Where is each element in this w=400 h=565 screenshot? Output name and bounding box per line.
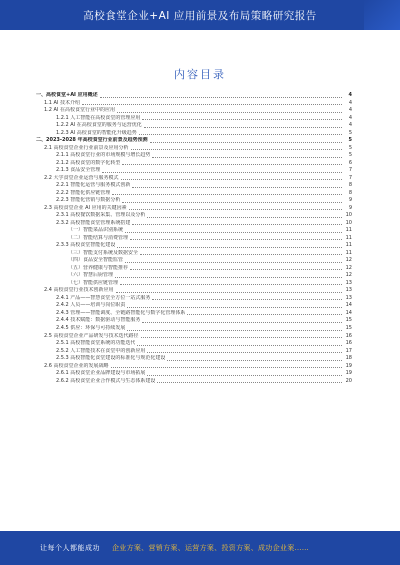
toc-leader-dots bbox=[122, 164, 342, 165]
toc-entry-text: （二）智能结算与消费管理 bbox=[68, 234, 129, 241]
toc-entry[interactable] bbox=[36, 100, 352, 108]
toc-page-number: 5 bbox=[348, 144, 352, 151]
toc-entry[interactable] bbox=[36, 378, 352, 386]
toc-entry-text: 二、2023-2028 年高校食堂行业前景及趋势预测 bbox=[36, 137, 148, 144]
toc-leader-dots bbox=[130, 269, 342, 270]
toc-leader-dots bbox=[167, 360, 342, 361]
toc-leader-dots bbox=[157, 382, 342, 383]
footer-services: 企业方案、营销方案、运营方案、投资方案、成功企业案…… bbox=[112, 544, 310, 552]
toc-page-number: 9 bbox=[348, 197, 352, 204]
footer-slogan: 让每个人都能成功 bbox=[40, 544, 100, 552]
toc-page-number: 11 bbox=[345, 227, 352, 234]
toc-entry[interactable] bbox=[36, 272, 352, 280]
toc-page-number: 5 bbox=[348, 152, 352, 159]
toc-entry-text: 1.2.3 AI 高校食堂的智能化升级趋势 bbox=[56, 129, 137, 136]
toc-entry[interactable] bbox=[36, 182, 352, 190]
toc-page-number: 18 bbox=[345, 355, 352, 362]
toc-entry-text: 2.4.2 人员——培训与岗位职责 bbox=[56, 302, 126, 309]
toc-leader-dots bbox=[141, 337, 342, 338]
toc-entry-text: 2.6 高校食堂企业的发展战略 bbox=[44, 362, 109, 369]
toc-page-number: 7 bbox=[348, 174, 352, 181]
toc-entry-text: 2.4 高校食堂行业技术创新应用 bbox=[44, 287, 114, 294]
toc-entry-text: 2.3 高校食堂企业 AI 应用的关键因素 bbox=[44, 204, 127, 211]
toc-page-number: 5 bbox=[348, 129, 352, 136]
toc-entry-text: （三）智能支付系统及数据安全 bbox=[68, 249, 139, 256]
toc-entry-text: 2.3.1 高校餐饮数据采集、管理以及分析 bbox=[56, 212, 146, 219]
toc-leader-dots bbox=[142, 322, 342, 323]
toc-entry-text: （七）智能供应链管理 bbox=[68, 279, 119, 286]
toc-leader-dots bbox=[120, 284, 342, 285]
toc-page-number: 14 bbox=[345, 302, 352, 309]
toc-leader-dots bbox=[127, 307, 342, 308]
toc-entry-text: （四）食品安全智能监管 bbox=[68, 257, 124, 264]
toc-page-number: 4 bbox=[348, 114, 352, 121]
toc-leader-dots bbox=[122, 202, 342, 203]
toc-page-number: 16 bbox=[345, 340, 352, 347]
toc-leader-dots bbox=[100, 97, 342, 98]
toc-entry[interactable] bbox=[36, 317, 352, 325]
toc-entry-text: 2.4.3 管理——智能调度、全链路智能化与数字化管理体系 bbox=[56, 309, 186, 316]
toc-entry-text: 2.2.3 智能化营销与数据分析 bbox=[56, 197, 121, 204]
toc-leader-dots bbox=[150, 142, 342, 143]
toc-leader-dots bbox=[125, 262, 342, 263]
toc-entry-text: （六）智慧后厨管理 bbox=[68, 272, 114, 279]
toc-entry-text: 2.1.1 高校食堂行业的市场规模与增长趋势 bbox=[56, 152, 151, 159]
toc-leader-dots bbox=[117, 247, 342, 248]
toc-page-number: 13 bbox=[345, 279, 352, 286]
toc-leader-dots bbox=[147, 352, 342, 353]
toc-leader-dots bbox=[131, 149, 342, 150]
toc-page-number: 19 bbox=[345, 362, 352, 369]
toc-leader-dots bbox=[132, 187, 342, 188]
toc-entry[interactable] bbox=[36, 167, 352, 175]
toc-entry[interactable] bbox=[36, 107, 352, 115]
toc-page-number: 8 bbox=[348, 189, 352, 196]
toc-entry[interactable] bbox=[36, 190, 352, 198]
toc-entry-text: 1.2.2 AI 在高校食堂的服务与运营优化 bbox=[56, 122, 142, 129]
toc-entry[interactable] bbox=[36, 280, 352, 288]
toc-entry-text: 一、高校食堂+AI 应用概述 bbox=[36, 92, 98, 98]
toc-page-number: 11 bbox=[345, 249, 352, 256]
toc-page-number: 9 bbox=[348, 204, 352, 211]
toc-entry-text: 2.5.3 高校智能化食堂建设的标准化与规范化建设 bbox=[56, 355, 166, 362]
toc-entry-text: 2.4.1 产品——智慧食堂全方位一站式服务 bbox=[56, 294, 151, 301]
header-banner bbox=[0, 0, 400, 30]
toc-page-number: 11 bbox=[345, 242, 352, 249]
toc-entry[interactable] bbox=[36, 363, 352, 371]
toc-entry-text: 2.2.2 智能化供应链管理 bbox=[56, 189, 111, 196]
toc-page-number: 4 bbox=[348, 92, 352, 98]
toc-entry[interactable] bbox=[36, 287, 352, 295]
toc-entry[interactable] bbox=[36, 235, 352, 243]
toc-entry[interactable] bbox=[36, 333, 352, 341]
toc-entry-text: 2.1.3 食品安全管理 bbox=[56, 167, 101, 174]
toc-entry-text: （五）营养健康与智能推荐 bbox=[68, 264, 129, 271]
toc-entry-text: 2.5.2 人工智能技术在食堂中的创新应用 bbox=[56, 347, 146, 354]
toc-entry-text: 2.3.3 高校食堂智能化建设 bbox=[56, 242, 116, 249]
toc-entry[interactable] bbox=[36, 220, 352, 228]
toc-entry[interactable] bbox=[36, 257, 352, 265]
toc-page-number: 17 bbox=[345, 347, 352, 354]
toc-entry-text: （一）智能菜品识别系统 bbox=[68, 227, 124, 234]
toc-leader-dots bbox=[139, 134, 342, 135]
toc-page-number: 4 bbox=[348, 122, 352, 129]
toc-entry[interactable] bbox=[36, 310, 352, 318]
toc-entry[interactable] bbox=[36, 205, 352, 213]
toc-entry[interactable] bbox=[36, 370, 352, 378]
toc-entry-text: 2.5 高校食堂企业产品研发与技术迭代路径 bbox=[44, 332, 139, 339]
toc-entry-text: 2.6.1 高校食堂企业品牌建设与市场拓展 bbox=[56, 370, 146, 377]
toc-entry[interactable] bbox=[36, 122, 352, 130]
toc-leader-dots bbox=[140, 254, 342, 255]
footer-banner bbox=[0, 531, 400, 565]
toc-leader-dots bbox=[112, 194, 342, 195]
toc-entry-text: 2.1 高校食堂企业行业前景及应用分析 bbox=[44, 144, 129, 151]
toc-entry-text: 2.2.1 智能化运营与服务模式创新 bbox=[56, 182, 131, 189]
toc-page-number: 7 bbox=[348, 167, 352, 174]
toc-leader-dots bbox=[142, 119, 342, 120]
toc-page-number: 8 bbox=[348, 182, 352, 189]
toc-page-number: 5 bbox=[348, 137, 352, 144]
toc-leader-dots bbox=[144, 127, 342, 128]
toc-entry[interactable] bbox=[36, 145, 352, 153]
toc-entry[interactable] bbox=[36, 355, 352, 363]
toc-leader-dots bbox=[115, 277, 342, 278]
toc-entry[interactable] bbox=[36, 175, 352, 183]
toc-entry[interactable] bbox=[36, 250, 352, 258]
toc-heading: 内容目录 bbox=[174, 68, 226, 81]
toc-page-number: 15 bbox=[345, 324, 352, 331]
toc-page-number: 6 bbox=[348, 159, 352, 166]
toc-leader-dots bbox=[111, 367, 342, 368]
toc-leader-dots bbox=[127, 330, 342, 331]
toc-page-number: 14 bbox=[345, 309, 352, 316]
table-of-contents bbox=[36, 92, 352, 522]
toc-entry[interactable] bbox=[36, 302, 352, 310]
toc-leader-dots bbox=[116, 292, 342, 293]
toc-leader-dots bbox=[152, 157, 342, 158]
toc-entry[interactable] bbox=[36, 130, 352, 138]
toc-page-number: 15 bbox=[345, 317, 352, 324]
toc-entry[interactable] bbox=[36, 348, 352, 356]
toc-entry[interactable] bbox=[36, 242, 352, 250]
toc-entry-text: 2.4.5 供应：环保与可持续发展 bbox=[56, 324, 126, 331]
toc-page-number: 19 bbox=[345, 370, 352, 377]
toc-entry[interactable] bbox=[36, 325, 352, 333]
toc-leader-dots bbox=[82, 104, 342, 105]
toc-leader-dots bbox=[147, 375, 342, 376]
report-title: 高校食堂企业+AI 应用前景及布局策略研究报告 bbox=[83, 9, 317, 22]
toc-entry-text: 2.2 大学食堂企业运营与服务模式 bbox=[44, 174, 119, 181]
toc-entry[interactable] bbox=[36, 137, 352, 145]
toc-leader-dots bbox=[187, 314, 342, 315]
toc-entry-text: 2.6.2 高校食堂企业合作模式与生态体系建设 bbox=[56, 377, 156, 384]
toc-leader-dots bbox=[117, 112, 342, 113]
toc-entry[interactable] bbox=[36, 115, 352, 123]
toc-entry-text: 1.2.1 人工智能在高校食堂的管理应用 bbox=[56, 114, 141, 121]
toc-page-number: 13 bbox=[345, 294, 352, 301]
toc-entry[interactable] bbox=[36, 340, 352, 348]
toc-entry[interactable] bbox=[36, 160, 352, 168]
toc-entry-text: 2.5.1 高校智能食堂系统的功能迭代 bbox=[56, 340, 136, 347]
toc-page-number: 4 bbox=[348, 107, 352, 114]
toc-page-number: 12 bbox=[345, 257, 352, 264]
toc-leader-dots bbox=[147, 217, 342, 218]
toc-entry[interactable] bbox=[36, 92, 352, 100]
toc-page-number: 12 bbox=[345, 272, 352, 279]
toc-leader-dots bbox=[137, 345, 342, 346]
toc-entry-text: 2.3.2 高校智能食堂管理系统搭建 bbox=[56, 219, 131, 226]
toc-leader-dots bbox=[121, 179, 342, 180]
toc-entry[interactable] bbox=[36, 152, 352, 160]
toc-entry[interactable] bbox=[36, 212, 352, 220]
toc-leader-dots bbox=[132, 224, 342, 225]
toc-leader-dots bbox=[125, 232, 342, 233]
toc-entry-text: 1.1 AI 技术介绍 bbox=[44, 99, 81, 106]
toc-page-number: 10 bbox=[345, 212, 352, 219]
toc-leader-dots bbox=[102, 172, 342, 173]
toc-entry-text: 2.1.2 高校食堂的数字化转型 bbox=[56, 159, 121, 166]
toc-entry-text: 1.2 AI 在高校食堂行业中的应用 bbox=[44, 107, 116, 114]
toc-entry[interactable] bbox=[36, 227, 352, 235]
toc-entry[interactable] bbox=[36, 265, 352, 273]
toc-leader-dots bbox=[130, 239, 342, 240]
toc-page-number: 11 bbox=[345, 234, 352, 241]
toc-page-number: 12 bbox=[345, 264, 352, 271]
toc-entry-text: 2.4.4 技术赋能：数据驱动与智能服务 bbox=[56, 317, 141, 324]
toc-entry[interactable] bbox=[36, 295, 352, 303]
toc-page-number: 16 bbox=[345, 332, 352, 339]
toc-page-number: 13 bbox=[345, 287, 352, 294]
toc-page-number: 4 bbox=[348, 99, 352, 106]
toc-page-number: 20 bbox=[345, 377, 352, 384]
toc-page-number: 10 bbox=[345, 219, 352, 226]
toc-entry[interactable] bbox=[36, 197, 352, 205]
toc-leader-dots bbox=[129, 209, 342, 210]
toc-leader-dots bbox=[152, 299, 342, 300]
